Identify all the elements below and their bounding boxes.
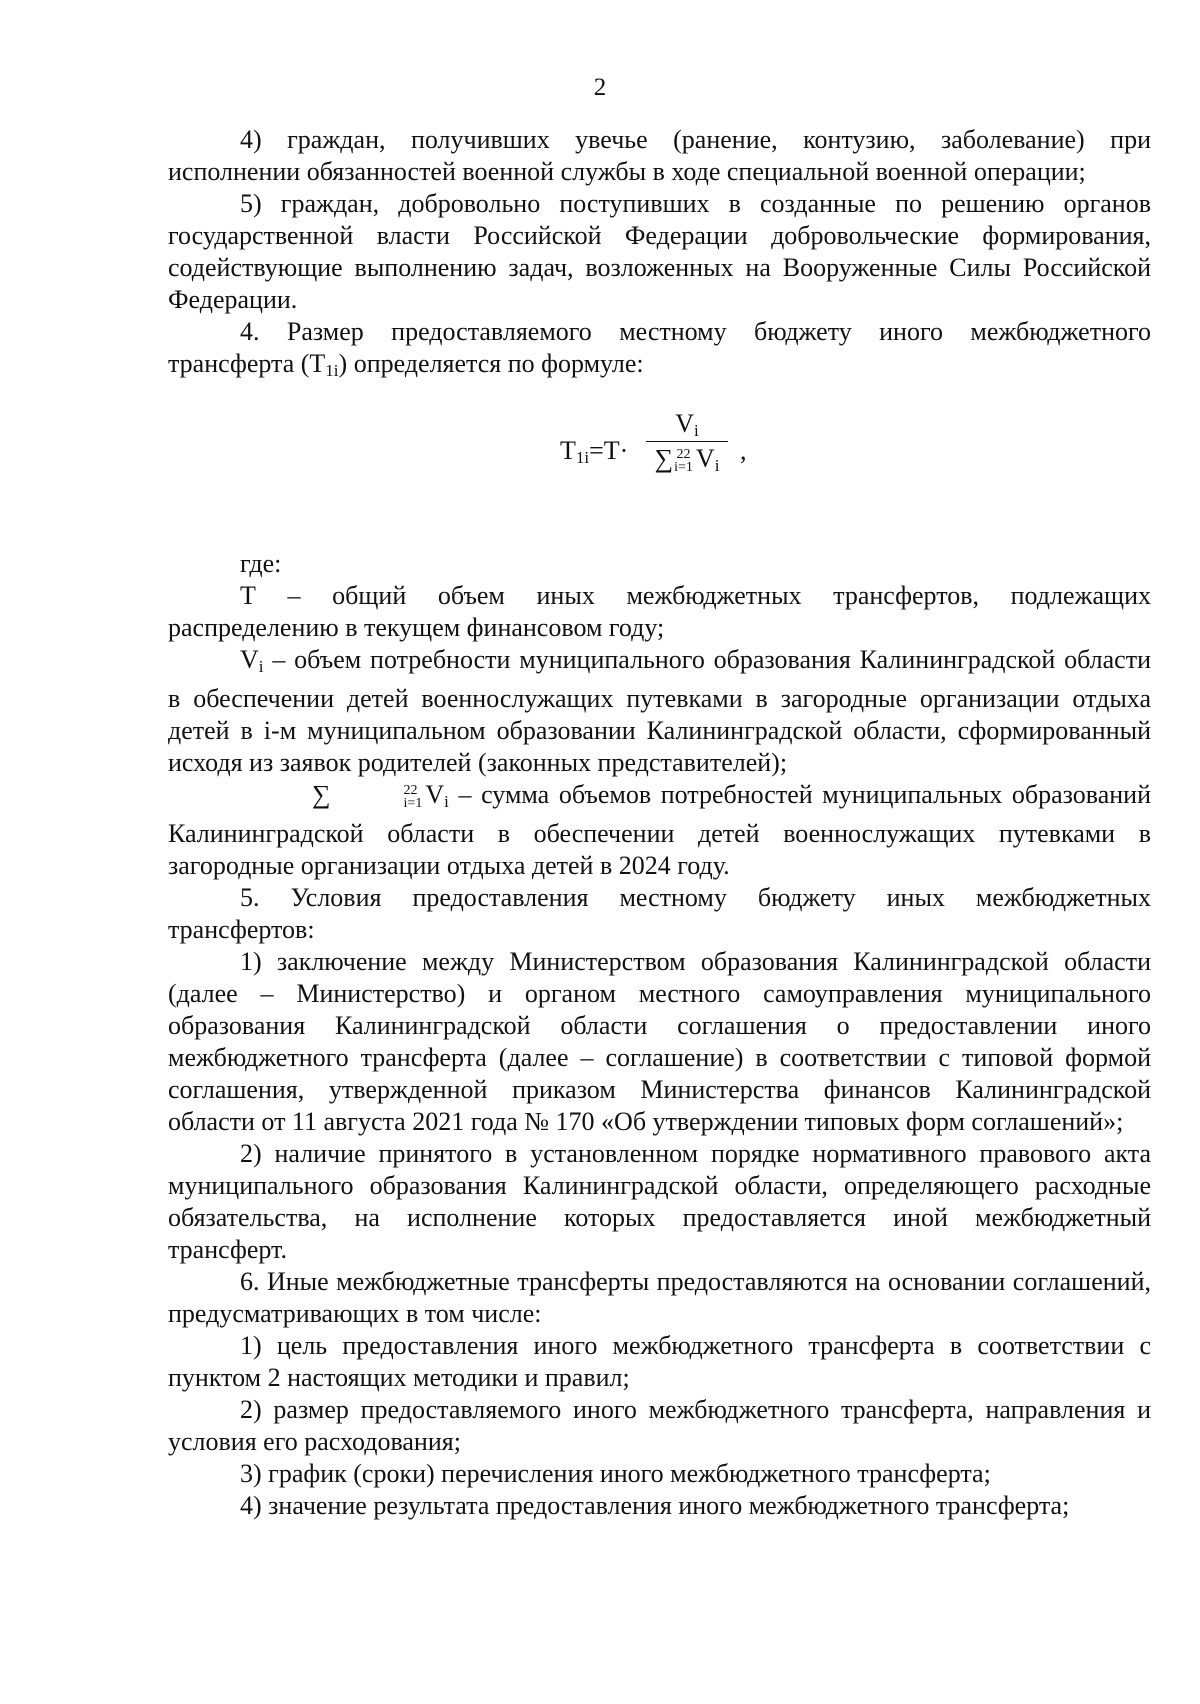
paragraph-4-4: 4) граждан, получивших увечье (ранение, контузию, заболевание) при исполнении обязанностей военной службы в ходе специальной военной операции;: [168, 125, 1151, 186]
definition-vi: [168, 644, 1151, 779]
paragraph-4: [168, 316, 1151, 387]
definition-sum-upper: 22: [403, 783, 418, 799]
paragraph-6-3: 3) график (сроки) перечисления иного межбюджетного трансферта;: [240, 1459, 991, 1488]
sum-lower-limit: i=1: [674, 460, 693, 476]
definition-sum-symbol: ∑: [312, 780, 331, 809]
paragraph-4-head: 4. Размер предоставляемого местному бюджету иного межбюджетного: [240, 317, 1151, 346]
where-label: где:: [240, 549, 282, 578]
paragraph-6-2: 2) размер предоставляемого иного межбюджетного трансферта, направления и условия его расходования;: [168, 1395, 1151, 1456]
paragraph-4-subscript: 1i: [325, 361, 339, 380]
paragraph-5-1: 1) заключение между Министерством образования Калининградской области (далее – Министерство) и органом местного самоуправления муниципального образования Калининградской области соглашения о предоставлении иного межбюджетного трансферта (далее – соглашение) в соответствии с типовой формой соглашения, утвержденной приказом Министерства финансов Калининградской области от 11 августа 2021 года № 170 «Об утверждении типовых форм соглашений»;: [168, 947, 1151, 1136]
formula-numerator-subscript: i: [694, 421, 699, 440]
paragraph-4-5: 5) граждан, добровольно поступивших в созданные по решению органов государственной власти Российской Федерации добровольческие формирования, содействующие выполнению задач, возложенных на Вооруженные Силы Российской Федерации.: [168, 189, 1151, 314]
definition-t: Т – общий объем иных межбюджетных трансфертов, подлежащих распределению в текущем финансовом году;: [168, 581, 1151, 642]
paragraph-6: 6. Иные межбюджетные трансферты предоставляются на основании соглашений, предусматривающих в том числе:: [168, 1267, 1151, 1328]
definition-sum-text: – сумма объемов потребностей муниципальных образований Калининградской области в обеспечении детей военнослужащих путевками в загородные организации отдыха детей в 2024 году.: [168, 780, 1151, 880]
page-number: 2: [593, 74, 607, 101]
formula-comma: ,: [740, 436, 747, 465]
formula-denominator-var: V: [695, 444, 715, 473]
formula-denominator: [646, 442, 728, 476]
paragraph-4-end: ) определяется по формуле:: [338, 349, 644, 378]
formula-numerator-var: V: [675, 409, 695, 438]
definition-vi-var: V: [240, 645, 259, 674]
definition-sum-lower: i=1: [403, 796, 423, 812]
formula-lhs-rest: =T·: [589, 436, 629, 465]
definition-vi-text: – объем потребности муниципального образования Калининградской области в обеспечении детей военнослужащих путевками в загородные организации отдыха детей в i-м муниципальном образовании Калининградской области, сформированный исходя из заявок родителей (законных представителей);: [168, 645, 1151, 777]
paragraph-5-2: 2) наличие принятого в установленном порядке нормативного правового акта муниципального образования Калининградской области, определяющего расходные обязательства, на исполнение которых предоставляется иной межбюджетный трансферт.: [168, 1139, 1151, 1264]
formula-denominator-subscript: i: [714, 456, 720, 475]
paragraph-5: 5. Условия предоставления местному бюджету иных межбюджетных трансфертов:: [168, 883, 1151, 944]
document-body: [168, 124, 1151, 1522]
paragraph-4-tail: трансферта (Т: [168, 349, 326, 378]
definition-sum: [168, 779, 1151, 882]
formula-numerator: [646, 407, 728, 441]
definition-sum-subscript: i: [444, 792, 449, 811]
formula-lhs-subscript: 1i: [575, 448, 590, 467]
sum-upper-limit: 22: [676, 447, 691, 463]
paragraph-6-4: 4) значение результата предоставления иного межбюджетного трансферта;: [240, 1491, 1070, 1520]
formula: [168, 387, 1151, 495]
definition-sum-var: V: [425, 780, 445, 809]
formula-lhs-var: T: [560, 436, 576, 465]
formula-lhs: [560, 435, 628, 474]
sum-symbol: ∑: [654, 444, 674, 473]
paragraph-6-1: 1) цель предоставления иного межбюджетного трансферта в соответствии с пунктом 2 настоящих методики и правил;: [168, 1331, 1151, 1392]
definition-vi-subscript: i: [258, 657, 264, 676]
formula-fraction: [646, 407, 728, 476]
